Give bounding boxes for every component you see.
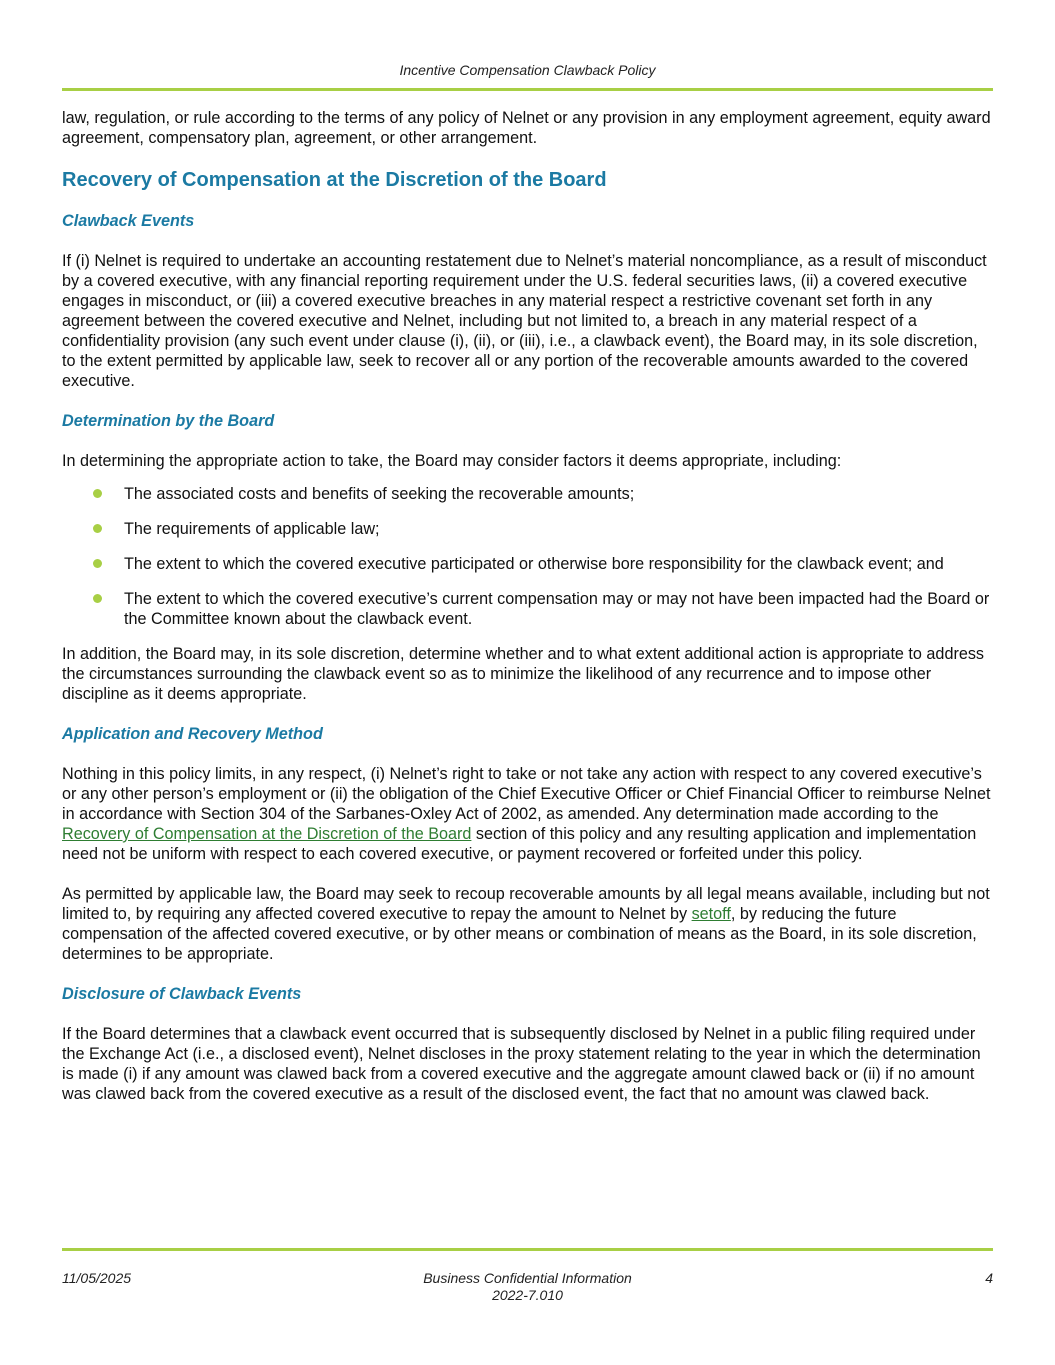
- application-paragraph-1: Nothing in this policy limits, in any respect, (i) Nelnet’s right to take or not take any action with respect to any covered executive’s or any other person’s employment or (ii) the obligation of the Chief Executive Officer or Chief Financial Officer to reimburse Nelnet in accordance with Section 304 of the Sarbanes-Oxley Act of 2002, as amended. Any determination made according to the Recovery of Compensation at the Discretion of the Board section of this policy and any resulting application and implementation need not be uniform with respect to each covered executive, or payment recovered or forfeited under this policy.: [62, 765, 991, 863]
- section-title: Recovery of Compensation at the Discretion of the Board: [62, 169, 607, 191]
- list-item: The requirements of applicable law;: [62, 519, 993, 539]
- bullet-icon: [93, 594, 102, 603]
- list-item: The extent to which the covered executive participated or otherwise bore responsibility for the clawback event; and: [62, 554, 993, 574]
- disclosure-paragraph: If the Board determines that a clawback event occurred that is subsequently disclosed by Nelnet in a public filing required under the Exchange Act (i.e., a disclosed event), Nelnet discloses in the proxy statement relating to the year in which the determination is made (i) if any amount was clawed back from a covered executive and the aggregate amount clawed back or (ii) if no amount was clawed back from the covered executive as a result of the disclosed event, the fact that no amount was clawed back.: [62, 1025, 981, 1103]
- list-item: The associated costs and benefits of seeking the recoverable amounts;: [62, 484, 993, 504]
- determination-lead: In determining the appropriate action to take, the Board may consider factors it deems appropriate, including:: [62, 452, 842, 470]
- application-paragraph-2: As permitted by applicable law, the Board may seek to recoup recoverable amounts by all legal means available, including but not limited to, by requiring any affected covered executive to repay the amount to Nelnet by setoff, by reducing the future compensation of the affected covered executive, or by other means or combination of means as the Board, in its sole discretion, determines to be appropriate.: [62, 885, 990, 963]
- footer-center: [62, 1270, 993, 1304]
- footer-divider: [62, 1248, 993, 1251]
- intro-paragraph: law, regulation, or rule according to the terms of any policy of Nelnet or any provision in any employment agreement, equity award agreement, compensatory plan, agreement, or other arrangement.: [62, 109, 991, 147]
- list-item: The extent to which the covered executive’s current compensation may or may not have been impacted had the Board or the Committee known about the clawback event.: [62, 589, 993, 629]
- page-number: 4: [985, 1270, 993, 1286]
- clawback-events-heading: Clawback Events: [62, 212, 195, 230]
- setoff-link[interactable]: setoff: [691, 905, 731, 923]
- clawback-events-paragraph: If (i) Nelnet is required to undertake an accounting restatement due to Nelnet’s material noncompliance, as a result of misconduct by a covered executive, with any financial reporting requirement under the U.S. federal securities laws, (ii) a covered executive engages in misconduct, or (iii) a covered executive breaches in any material respect a restrictive covenant set forth in any agreement between the covered executive and Nelnet, including but not limited to, a breach in any material respect of a confidentiality provision (any such event under clause (i), (ii), or (iii), i.e., a clawback event), the Board may, in its sole discretion, to the extent permitted by applicable law, seek to recover all or any portion of the recoverable amounts awarded to the covered executive.: [62, 252, 987, 390]
- factors-list: [62, 484, 993, 629]
- recovery-section-link[interactable]: Recovery of Compensation at the Discretion of the Board: [62, 825, 472, 843]
- application-heading: Application and Recovery Method: [62, 725, 323, 743]
- header-divider: [62, 88, 993, 91]
- page-content: [62, 108, 993, 1124]
- footer-doc-number: 2022-7.010: [492, 1287, 563, 1303]
- footer-date: 11/05/2025: [62, 1270, 132, 1286]
- bullet-icon: [93, 524, 102, 533]
- determination-heading: Determination by the Board: [62, 412, 275, 430]
- disclosure-heading: Disclosure of Clawback Events: [62, 985, 302, 1003]
- bullet-icon: [93, 559, 102, 568]
- determination-closing: In addition, the Board may, in its sole discretion, determine whether and to what extent additional action is appropriate to address the circumstances surrounding the clawback event so as to minimize the likelihood of any recurrence and to impose other discipline as it deems appropriate.: [62, 645, 985, 703]
- footer-classification: Business Confidential Information: [423, 1270, 632, 1286]
- running-header: Incentive Compensation Clawback Policy: [399, 62, 656, 78]
- bullet-icon: [93, 489, 102, 498]
